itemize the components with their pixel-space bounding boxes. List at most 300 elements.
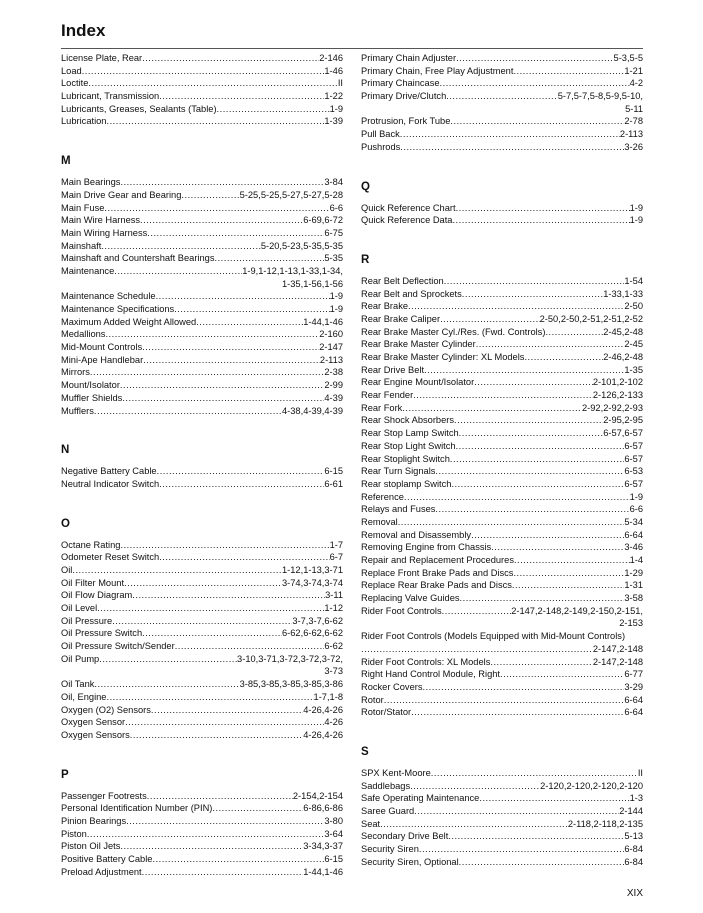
leader-dots [130, 729, 303, 742]
index-term: License Plate, Rear [61, 53, 143, 63]
index-term: Mid-Mount Controls [61, 342, 143, 353]
index-entry-line [61, 465, 343, 478]
index-term: Mount/Isolator [61, 380, 120, 391]
index-term: Rear Brake [361, 301, 409, 312]
page-reference: 3-10,3-71,3-72,3-72,3-72, [237, 653, 343, 664]
index-entry-line [361, 567, 643, 580]
index-entry-line [61, 176, 343, 189]
leader-dots [524, 351, 603, 364]
leader-dots [106, 691, 313, 704]
index-term: Octane Rating [61, 539, 121, 550]
index-entry [61, 354, 343, 367]
index-column-left [61, 52, 343, 878]
index-entry [61, 691, 343, 704]
page-reference: 6-84 [624, 856, 643, 867]
index-entry-line [361, 478, 643, 491]
index-entry [61, 202, 343, 215]
page-reference: 2-101,2-102 [592, 377, 643, 388]
index-entry [61, 303, 343, 316]
index-entry-line [361, 115, 643, 128]
index-entry-line [361, 288, 643, 301]
page-reference: 5-13 [624, 831, 643, 842]
index-entry [61, 176, 343, 189]
leader-dots [446, 90, 557, 103]
index-term: Rear Fork [361, 402, 403, 413]
index-entry-line [61, 716, 343, 729]
index-entry [61, 240, 343, 253]
page-reference-continued: 2-153 [619, 618, 643, 629]
page-reference: 6-6 [329, 202, 343, 213]
page-reference: 1-22 [324, 91, 343, 102]
index-term: Oxygen Sensor [61, 717, 126, 728]
index-entry [61, 678, 343, 691]
page-reference: 6-57,6-57 [603, 428, 643, 439]
index-entry [61, 478, 343, 491]
leader-dots [398, 516, 625, 529]
index-term: Seat [361, 818, 381, 829]
page-reference: 4-39 [324, 392, 343, 403]
index-entry-line [61, 316, 343, 329]
index-entry-line [361, 554, 643, 567]
index-entry-line [361, 656, 643, 669]
index-entry [361, 694, 643, 707]
index-entry [61, 716, 343, 729]
leader-dots [120, 379, 324, 392]
index-term: Positive Battery Cable [61, 854, 153, 864]
index-entry-line [61, 602, 343, 615]
index-term: Rider Foot Controls [361, 605, 442, 616]
leader-dots [452, 214, 629, 227]
index-term: Medallions [61, 329, 106, 340]
leader-dots [456, 52, 613, 65]
index-entry [361, 77, 643, 90]
index-term: Mini-Ape Handlebar [61, 354, 144, 365]
index-entry-line [361, 830, 643, 843]
page-reference: 2-95,2-95 [603, 415, 643, 426]
index-term: Oil Pressure [61, 615, 113, 626]
index-term: Rocker Covers [361, 681, 423, 692]
section-letter: N [61, 444, 70, 457]
index-entry-line [61, 328, 343, 341]
leader-dots [159, 90, 324, 103]
index-entry-line [361, 805, 643, 818]
leader-dots [174, 303, 329, 316]
title-rule [61, 48, 643, 49]
index-entry-line [61, 828, 343, 841]
index-entry-line [361, 351, 643, 364]
page-reference: 6-84 [624, 844, 643, 855]
index-entry [61, 853, 343, 866]
index-entry [361, 313, 643, 326]
index-entry [61, 564, 343, 577]
index-entry [361, 529, 643, 542]
index-entry [361, 453, 643, 466]
index-term: Replace Rear Brake Pads and Discs [361, 580, 512, 591]
page-reference: 2-147,2-148 [592, 656, 643, 667]
leader-dots [82, 65, 325, 78]
index-entry-line [61, 77, 343, 90]
index-entry-line [61, 252, 343, 265]
index-term: Muffler Shields [61, 392, 123, 403]
index-entry [61, 52, 343, 65]
index-entry-line [61, 202, 343, 215]
index-term: Lubrication [61, 116, 107, 127]
index-section [61, 154, 343, 417]
leader-dots [120, 840, 303, 853]
index-term: Saree Guard [361, 806, 415, 817]
page-reference: 6-62,6-62,6-62 [282, 628, 343, 639]
page-reference: 6-69,6-72 [303, 215, 343, 226]
leader-dots [215, 252, 325, 265]
leader-dots [459, 856, 625, 869]
index-term: Oil Pump [61, 653, 100, 664]
leader-dots [422, 681, 624, 694]
index-entry-line [61, 290, 343, 303]
leader-dots [459, 427, 604, 440]
leader-dots [106, 115, 324, 128]
page-reference: 1-9 [329, 304, 343, 314]
index-term: Oil Filter Mount [61, 577, 125, 588]
index-entry [61, 405, 343, 418]
index-term: Lubricant, Transmission [61, 91, 160, 102]
index-entry-line [61, 729, 343, 742]
index-term: Primary Chaincase [361, 78, 440, 89]
page-title: Index [61, 21, 106, 40]
index-entry-line [361, 529, 643, 542]
index-entry [61, 539, 343, 552]
page-reference: 2-113 [319, 354, 343, 365]
page-reference: 4-2 [629, 78, 643, 89]
index-entry [361, 202, 643, 215]
index-term: Oxygen (O2) Sensors [61, 704, 151, 715]
page-reference: 1-21 [624, 65, 643, 76]
index-entry [361, 516, 643, 529]
page-reference: 5-3,5-5 [613, 53, 643, 63]
leader-dots [120, 539, 329, 552]
page-reference: 6-57 [624, 453, 643, 464]
index-entry-line [361, 300, 643, 313]
leader-dots [99, 653, 237, 666]
index-entry-line [61, 65, 343, 78]
page-reference: 2-92,2-92,2-93 [582, 402, 643, 413]
index-term: Security Siren, Optional [361, 856, 459, 867]
leader-dots [490, 656, 593, 669]
index-entry [61, 252, 343, 265]
index-entry [361, 503, 643, 516]
index-entry-line [61, 577, 343, 590]
page-reference: 5-35 [324, 253, 343, 264]
index-term: Repair and Replacement Procedures [361, 555, 514, 565]
index-term: Oil Pressure Switch [61, 628, 143, 639]
index-entry-line [361, 643, 643, 656]
index-entry-line [61, 52, 343, 65]
index-entry [361, 440, 643, 453]
section-letter: S [361, 745, 369, 758]
page-reference-continued: 1-35,1-56,1-56 [282, 278, 343, 289]
index-entry [61, 189, 343, 202]
index-entry-line [361, 453, 643, 466]
index-entry-line [61, 379, 343, 392]
index-entry-line [61, 691, 343, 704]
index-term: Mirrors [61, 367, 90, 378]
section-letter: M [61, 155, 71, 168]
page-reference: 1-35 [624, 364, 643, 375]
index-entry-line [61, 678, 343, 691]
page-reference: 2-160 [319, 329, 343, 340]
page-reference: 6-75 [324, 227, 343, 238]
index-term: Pinion Bearings [61, 815, 127, 826]
index-entry [361, 65, 643, 78]
index-entry-line [61, 240, 343, 253]
leader-dots [404, 491, 630, 504]
index-term: Primary Chain Adjuster [361, 53, 457, 63]
page-reference: 2-118,2-118,2-135 [567, 818, 643, 829]
section-spacer [361, 759, 643, 767]
index-entry [61, 366, 343, 379]
index-entry [361, 478, 643, 491]
index-entry-line [61, 704, 343, 717]
index-term: Neutral Indicator Switch [61, 478, 160, 489]
index-entry-line [361, 541, 643, 554]
leader-dots [88, 77, 337, 90]
leader-dots [159, 551, 329, 564]
index-term: Mainshaft [61, 240, 102, 251]
index-entry-line [361, 818, 643, 831]
index-term: Oil Flow Diagram [61, 590, 133, 601]
index-term: Rear Shock Absorbers [361, 415, 455, 426]
index-term: Odometer Reset Switch [61, 552, 160, 563]
leader-dots [157, 465, 325, 478]
page-reference: 6-53 [624, 466, 643, 477]
index-entry [61, 640, 343, 653]
leader-dots [500, 668, 624, 681]
index-entry [61, 227, 343, 240]
leader-dots [513, 567, 624, 580]
index-entry [361, 90, 643, 115]
leader-dots [448, 830, 624, 843]
index-entry [61, 103, 343, 116]
page-reference: 1-12 [324, 603, 343, 613]
index-entry [61, 653, 343, 678]
leader-dots [491, 541, 624, 554]
index-entry [361, 141, 643, 154]
page-reference: 6-57 [624, 440, 643, 451]
index-entry-line [361, 668, 643, 681]
index-term: Rear Belt and Sprockets [361, 288, 462, 299]
page-reference: 6-6 [629, 504, 643, 515]
leader-dots [97, 602, 324, 615]
index-entry-line [61, 189, 343, 202]
index-entry [61, 551, 343, 564]
index-entry [61, 615, 343, 628]
index-entry-line [361, 214, 643, 227]
leader-dots [442, 605, 512, 618]
leader-dots [435, 503, 629, 516]
section-spacer [61, 168, 343, 176]
index-entry-line [61, 366, 343, 379]
index-column-right [361, 52, 643, 868]
leader-dots [72, 564, 282, 577]
page-reference: 3-84 [324, 177, 343, 188]
page-reference: 4-26 [324, 717, 343, 728]
leader-dots [424, 364, 624, 377]
page-reference: 2-113 [619, 129, 643, 140]
index-entry-line [361, 792, 643, 805]
section-letter: P [61, 768, 69, 781]
index-entry-line [361, 427, 643, 440]
index-entry-line [361, 202, 643, 215]
page-reference: 2-78 [624, 116, 643, 127]
index-entry [361, 630, 643, 655]
page-reference: 1-44,1-46 [303, 866, 343, 877]
page-reference: 3-11 [325, 590, 343, 601]
page-reference: 1-46 [324, 65, 343, 76]
section-letter: O [61, 517, 70, 530]
index-entry-line [361, 389, 643, 402]
index-entry-line [361, 376, 643, 389]
leader-dots [196, 316, 303, 329]
page-reference: 2-99 [324, 380, 343, 391]
leader-dots [400, 128, 620, 141]
leader-dots [514, 554, 630, 567]
page-reference: 1-9 [629, 491, 643, 502]
index-entry [361, 275, 643, 288]
index-entry-line [361, 592, 643, 605]
section-spacer [61, 531, 343, 539]
leader-dots [104, 202, 329, 215]
index-term: Rear Drive Belt [361, 364, 425, 375]
leader-dots [440, 313, 540, 326]
index-entry [361, 364, 643, 377]
index-entry [361, 541, 643, 554]
leader-dots [114, 265, 242, 278]
index-entry-line [361, 681, 643, 694]
index-entry [61, 115, 343, 128]
index-term: Personal Identification Number (PIN) [61, 803, 213, 814]
index-term: Primary Chain, Free Play Adjustment [361, 65, 514, 76]
index-term: Passenger Footrests [61, 790, 147, 801]
index-section [61, 443, 343, 490]
index-entry [61, 392, 343, 405]
page-reference: 1-9,1-12,1-13,1-33,1-34, [242, 265, 343, 276]
index-entry-line [361, 364, 643, 377]
leader-dots [402, 402, 582, 415]
index-entry-line [361, 491, 643, 504]
index-term: Security Siren [361, 844, 419, 855]
index-entry-line [361, 440, 643, 453]
leader-dots [479, 792, 629, 805]
page-reference: 6-64 [624, 529, 643, 540]
index-entry [361, 681, 643, 694]
index-term: Load [61, 65, 82, 76]
index-term: Main Fuse [61, 202, 105, 213]
leader-dots [408, 300, 624, 313]
index-entry [361, 579, 643, 592]
index-term: Maintenance Schedule [61, 291, 156, 302]
index-term: Removal [361, 516, 398, 527]
index-entry-line [61, 265, 343, 278]
index-term: SPX Kent-Moore [361, 767, 431, 778]
index-entry-line [61, 615, 343, 628]
leader-dots [400, 141, 624, 154]
index-entry [61, 316, 343, 329]
leader-dots [147, 790, 293, 803]
page-reference: 2-147 [319, 342, 343, 353]
index-entry-line [361, 402, 643, 415]
leader-dots [462, 288, 603, 301]
page-reference: 3-29 [624, 681, 643, 692]
index-section [361, 253, 643, 719]
index-entry [361, 376, 643, 389]
index-entry-line [361, 326, 643, 339]
index-entry [361, 805, 643, 818]
index-term: Quick Reference Data [361, 215, 453, 226]
index-term: Oil Level [61, 603, 98, 613]
page-reference: 1-3 [629, 793, 643, 804]
leader-dots [384, 694, 625, 707]
page-reference: 1-4 [629, 555, 643, 565]
index-entry [361, 414, 643, 427]
page-reference: 3-85,3-85,3-85,3-85,3-86 [239, 679, 343, 690]
leader-dots [440, 77, 630, 90]
index-entry [361, 792, 643, 805]
page-reference: II [337, 78, 343, 89]
page-reference: 6-62 [324, 641, 343, 652]
index-entry [61, 627, 343, 640]
index-term: Maintenance [61, 265, 115, 276]
index-term: Mainshaft and Countershaft Bearings [61, 253, 215, 264]
leader-dots [513, 65, 624, 78]
leader-dots [181, 189, 239, 202]
page-reference: 3-64 [324, 828, 343, 839]
page-reference: 2-144 [619, 806, 643, 817]
index-term: Main Bearings [61, 177, 121, 188]
index-entry-line [361, 767, 643, 780]
page-reference: 2-38 [324, 367, 343, 378]
index-entry [361, 856, 643, 869]
index-entry-line [361, 780, 643, 793]
index-entry [361, 605, 643, 630]
index-term: Rider Foot Controls: XL Models [361, 656, 491, 667]
index-entry-line [61, 551, 343, 564]
index-entry [61, 290, 343, 303]
index-entry [61, 790, 343, 803]
leader-dots [175, 640, 325, 653]
page-reference: 2-146 [319, 53, 343, 63]
page-reference: 2-147,2-148 [592, 643, 643, 654]
leader-dots [471, 529, 624, 542]
page-reference: 6-86,6-86 [303, 803, 343, 814]
leader-dots [132, 589, 325, 602]
index-entry-line [61, 589, 343, 602]
index-entry-line [61, 564, 343, 577]
leader-dots [460, 592, 625, 605]
index-entry [361, 52, 643, 65]
leader-dots [112, 615, 292, 628]
page-reference: 1-33,1-33 [603, 288, 643, 299]
index-term: Piston Oil Jets [61, 841, 121, 852]
index-term: Rear stoplamp Switch [361, 478, 452, 489]
index-term: Oil, Engine [61, 691, 107, 702]
page-reference: 3-46 [624, 542, 643, 553]
page-reference: 5-20,5-23,5-35,5-35 [260, 240, 343, 251]
index-entry [361, 592, 643, 605]
index-entry [61, 589, 343, 602]
leader-dots [125, 716, 324, 729]
index-entry [361, 351, 643, 364]
index-entry [61, 802, 343, 815]
index-term: Secondary Drive Belt [361, 831, 449, 842]
